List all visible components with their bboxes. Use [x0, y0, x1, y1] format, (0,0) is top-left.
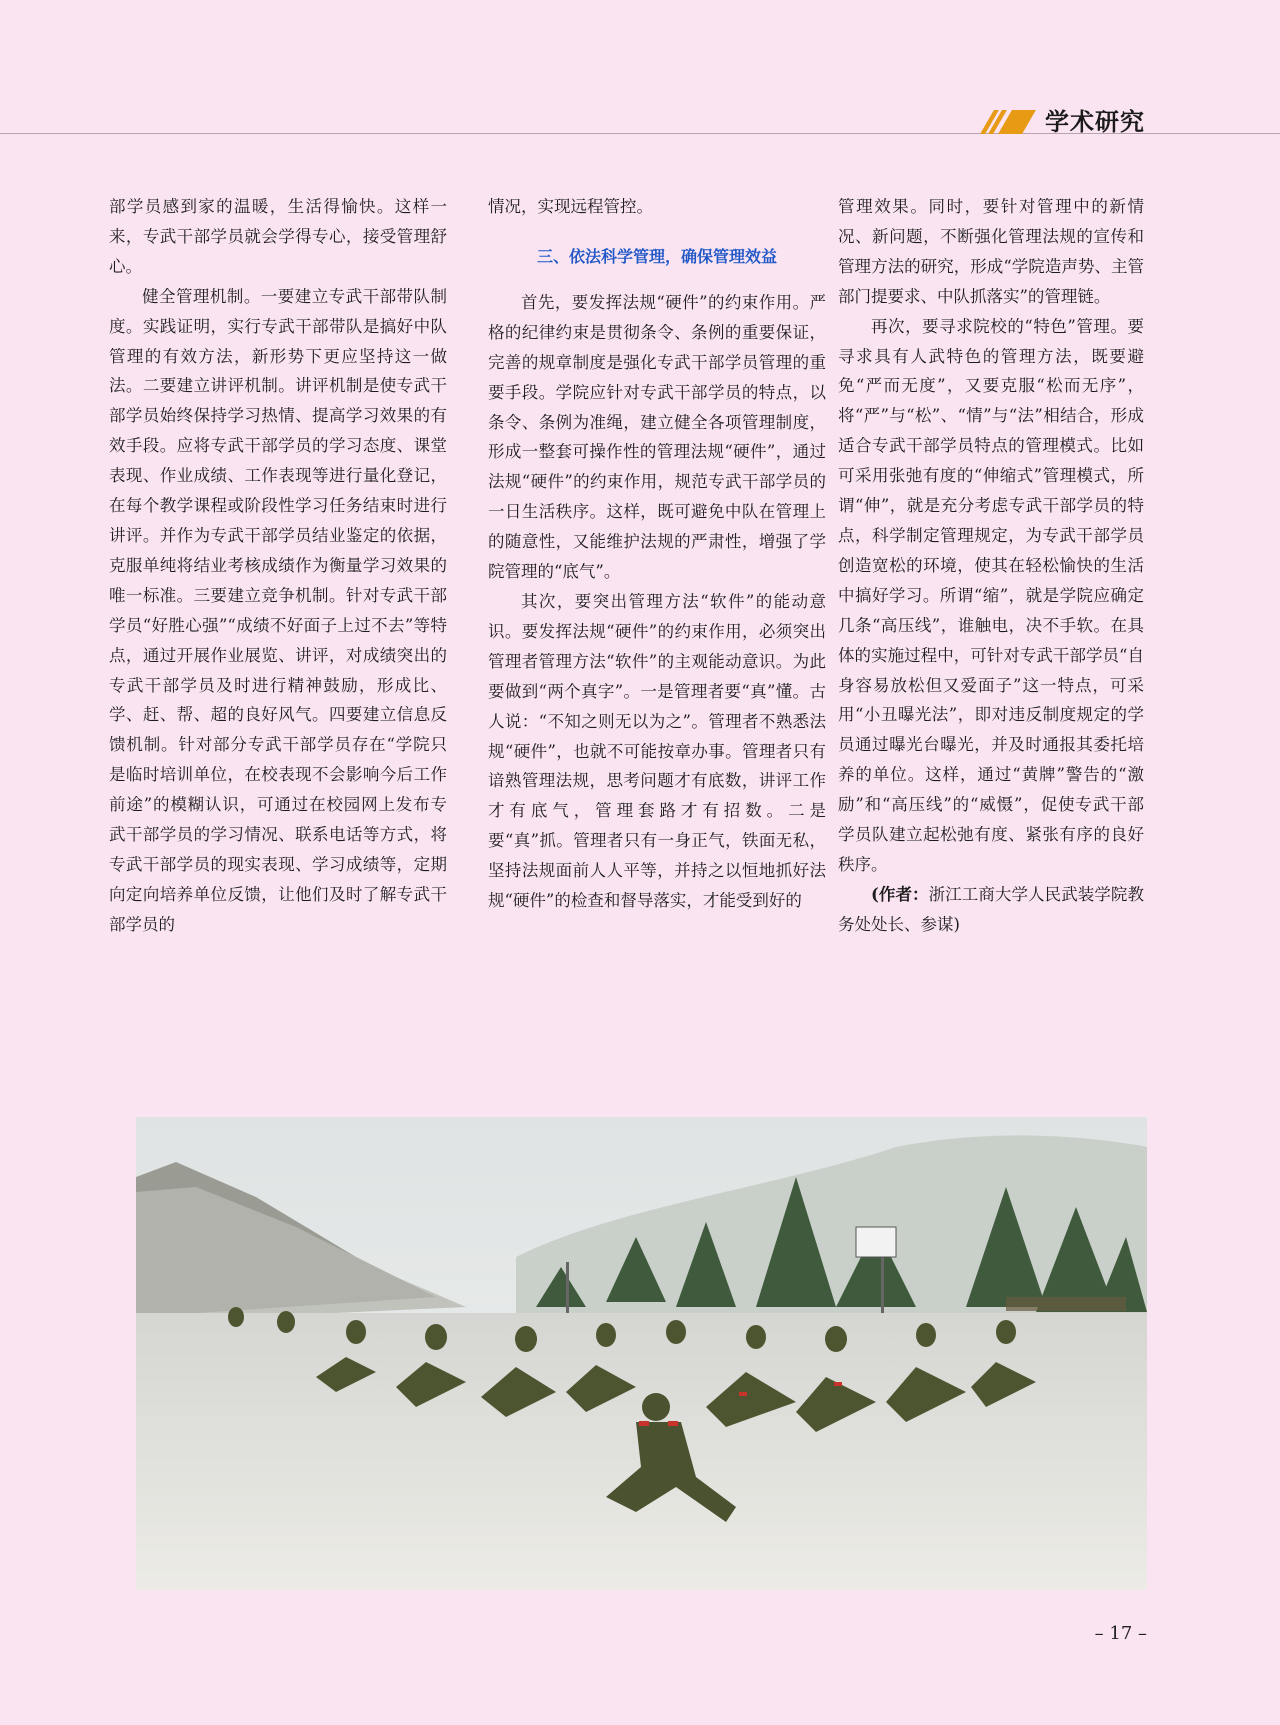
paragraph: 管理效果。同时，要针对管理中的新情况、新问题，不断强化管理法规的宣传和管理方法的研究，形成“学院造声势、主管部门提要求、中队抓落实”的管理链。: [838, 197, 1144, 306]
author-note: [838, 880, 1144, 940]
column-1: [109, 192, 447, 940]
page-number: – 17 –: [1094, 1623, 1147, 1644]
author-affiliation: 浙江工商大学人民武装学院教务处处长、参谋): [838, 884, 1144, 934]
paragraph: 健全管理机制。一要建立专武干部带队制度。实践证明，实行专武干部带队是搞好中队管理的有效方法，新形势下更应坚持这一做法。二要建立讲评机制。讲评机制是使专武干部学员始终保持学习热情、提高学习效果的有效手段。应将专武干部学员的学习态度、课堂表现、作业成绩、工作表现等进行量化登记，在每个教学课程或阶段性学习任务结束时进行讲评。并作为专武干部学员结业鉴定的依据，克服单纯将结业考核成绩作为衡量学习效果的唯一标准。三要建立竞争机制。针对专武干部学员“好胜心强”“成绩不好面子上过不去”等特点，通过开展作业展览、讲评，对成绩突出的专武干部学员及时进行精神鼓励，形成比、学、赶、帮、超的良好风气。四要建立信息反馈机制。针对部分专武干部学员存在“学院只是临时培训单位，在校表现不会影响今后工作前途”的模糊认识，可通过在校园网上发布专武干部学员的学习情况、联系电话等方式，将专武干部学员的现实表现、学习成绩等，定期向定向培养单位反馈，让他们及时了解专武干部学员的: [109, 286, 447, 934]
section-heading: 三、依法科学管理，确保管理效益: [536, 246, 777, 266]
section-title: 学术研究: [1045, 108, 1145, 136]
paragraph: 首先，要发挥法规“硬件”的约束作用。严格的纪律约束是贯彻条令、条例的重要保证，完善的规章制度是强化专武干部学员管理的重要手段。学院应针对专武干部学员的特点，以条令、条例为准绳，建立健全各项管理制度，形成一整套可操作性的管理法规“硬件”，通过法规“硬件”的约束作用，规范专武干部学员的一日生活秩序。这样，既可避免中队在管理上的随意性，又能维护法规的严肃性，增强了学院管理的“底气”。: [488, 292, 826, 582]
paragraph: 部学员感到家的温暖，生活得愉快。这样一来，专武干部学员就会学得专心，接受管理舒心。: [109, 197, 447, 276]
paragraph: 其次，要突出管理方法“软件”的能动意识。要发挥法规“硬件”的约束作用，必须突出管理者管理方法“软件”的主观能动意识。为此要做到“两个真字”。一是管理者要“真”懂。古人说：“不知之则无以为之”。管理者不熟悉法规“硬件”，也就不可能按章办事。管理者只有谙熟管理法规，思考问题才有底数，讲评工作才有底气，管理套路才有招数。二是要“真”抓。管理者只有一身正气，铁面无私，坚持法规面前人人平等，并持之以恒地抓好法规“硬件”的检查和督导落实，才能受到好的: [488, 591, 826, 911]
section-tag-mark-icon: [983, 106, 1033, 134]
paragraph: 再次，要寻求院校的“特色”管理。要寻求具有人武特色的管理方法，既要避免“严而无度”，又要克服“松而无序”，将“严”与“松”、“情”与“法”相结合，形成适合专武干部学员特点的管理模式。比如可采用张弛有度的“伸缩式”管理模式，所谓“伸”，就是充分考虑专武干部学员的特点，科学制定管理规定，为专武干部学员创造宽松的环境，使其在轻松愉快的生活中搞好学习。所谓“缩”，就是学院应确定几条“高压线”，谁触电，决不手软。在具体的实施过程中，可针对专武干部学员“自身容易放松但又爱面子”这一特点，可采用“小丑曝光法”，即对违反制度规定的学员通过曝光台曝光，并及时通报其委托培养的单位。这样，通过“黄牌”警告的“激励”和“高压线”的“威慑”，促使专武干部学员队建立起松弛有度、紧张有序的良好秩序。: [838, 316, 1144, 874]
section-tag: [983, 102, 1145, 137]
author-label: (作者：: [871, 884, 929, 904]
paragraph: 情况，实现远程管控。: [488, 197, 653, 216]
column-3: [838, 192, 1144, 940]
tai-chi-training-photo: [136, 1117, 1147, 1590]
column-2: [488, 192, 826, 916]
